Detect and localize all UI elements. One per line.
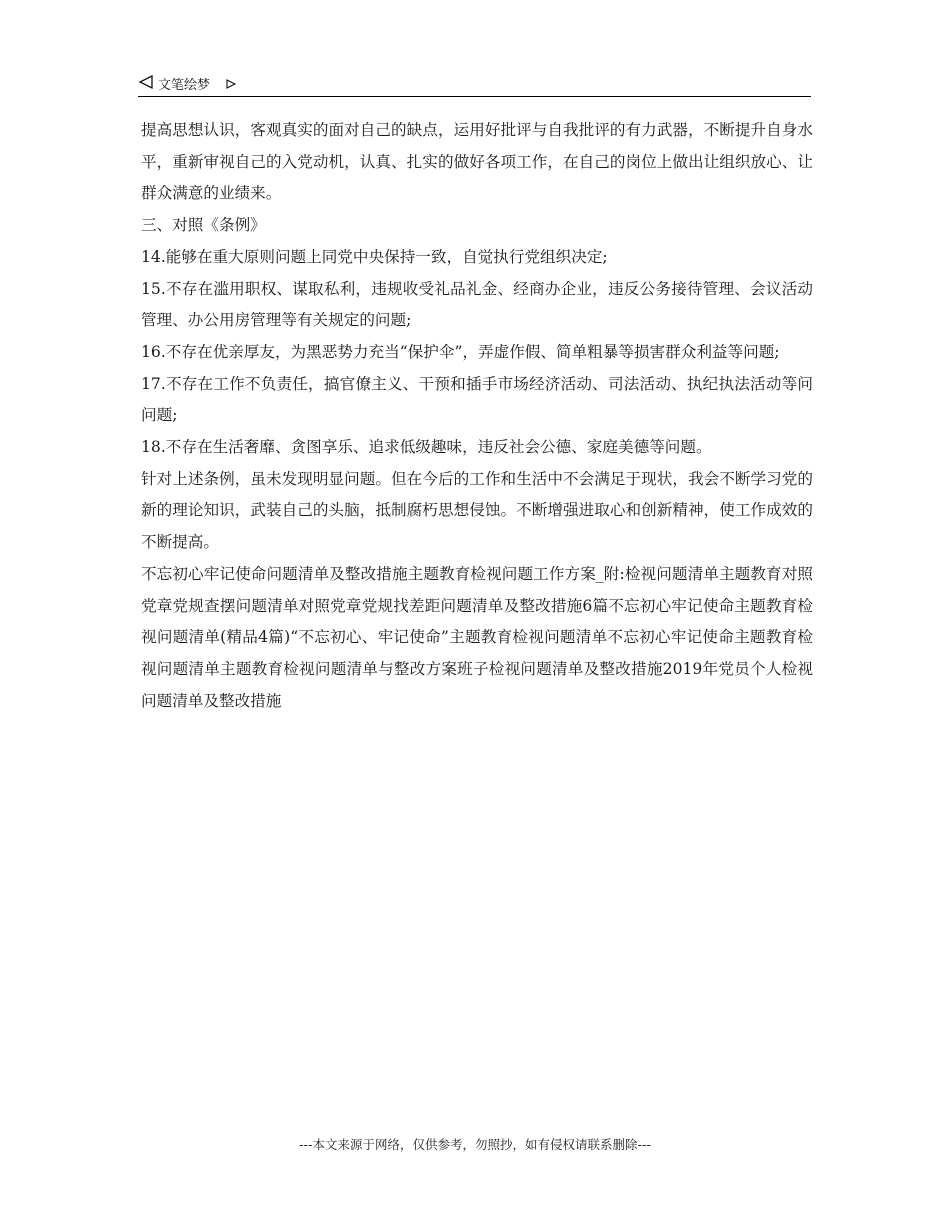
- paragraph: 16.不存在优亲厚友，为黑恶势力充当“保护伞”，弄虚作假、简单粗暴等损害群众利益等问题;: [141, 342, 780, 361]
- footer-disclaimer: ---本文来源于网络，仅供参考，勿照抄，如有侵权请联系删除---: [298, 1137, 652, 1152]
- document-body: [141, 115, 813, 717]
- section-heading: 三、对照《条例》: [141, 216, 266, 235]
- triangle-left-outline-icon: [138, 74, 154, 90]
- paragraph: 14.能够在重大原则问题上同党中央保持一致，自觉执行党组织决定;: [141, 247, 608, 266]
- paragraph: 不忘初心牢记使命问题清单及整改措施主题教育检视问题工作方案_附:检视问题清单主题教育对照党章党规查摆问题清单对照党章党规找差距问题清单及整改措施6篇不忘初心牢记使命主题教育检视问题清单(精品4篇)“不忘初心、牢记使命”主题教育检视问题清单不忘初心牢记使命主题教育检视问题清单主题教育检视问题清单与整改方案班子检视问题清单及整改措施2019年党员个人检视问题清单及整改措施: [141, 564, 813, 710]
- paragraph: 提高思想认识，客观真实的面对自己的缺点，运用好批评与自我批评的有力武器，不断提升自身水平，重新审视自己的入党动机，认真、扎实的做好各项工作，在自己的岗位上做出让组织放心、让群众满意的业绩来。: [141, 121, 813, 203]
- paragraph: 15.不存在滥用职权、谋取私利，违规收受礼品礼金、经商办企业，违反公务接待管理、会议活动管理、办公用房管理等有关规定的问题;: [141, 279, 813, 330]
- page-header: [138, 72, 811, 97]
- paragraph: 17.不存在工作不负责任，搞官僚主义、干预和插手市场经济活动、司法活动、执纪执法活动等问问题;: [141, 374, 813, 425]
- paragraph: 针对上述条例，虽未发现明显问题。但在今后的工作和生活中不会满足于现状，我会不断学习党的新的理论知识，武装自己的头脑，抵制腐朽思想侵蚀。不断增强进取心和创新精神，使工作成效的不断提高。: [141, 469, 813, 552]
- triangle-right-outline-icon: [225, 75, 237, 87]
- paragraph: 18.不存在生活奢靡、贪图享乐、追求低级趣味，违反社会公德、家庭美德等问题。: [141, 438, 712, 457]
- header-title: 文笔绘梦: [158, 78, 211, 93]
